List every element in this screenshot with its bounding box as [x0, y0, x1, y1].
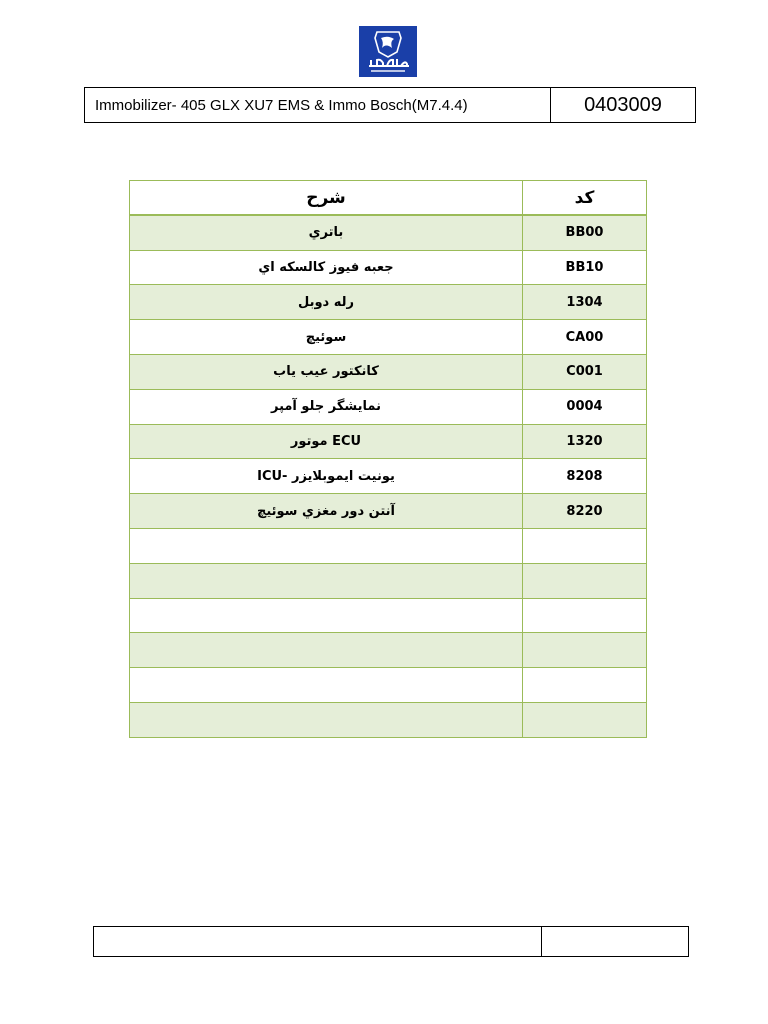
code-cell — [523, 668, 647, 703]
table-row — [130, 389, 647, 424]
description-cell: نمايشگر جلو آمپر — [130, 389, 523, 424]
table-row — [130, 285, 647, 320]
code-cell: 1304 — [523, 285, 647, 320]
table-row — [130, 528, 647, 563]
description-cell: یونیت ایموبلایزر -ICU — [130, 459, 523, 494]
description-cell: جعبه فيوز كالسكه اي — [130, 250, 523, 285]
code-cell: BB00 — [523, 215, 647, 250]
code-cell — [523, 702, 647, 737]
description-column-header: شرح — [130, 181, 523, 216]
description-cell: سوئیچ — [130, 320, 523, 355]
document-header — [84, 87, 696, 123]
table-row — [130, 320, 647, 355]
description-cell — [130, 702, 523, 737]
table-row — [130, 494, 647, 529]
code-cell — [523, 563, 647, 598]
description-cell — [130, 563, 523, 598]
code-cell: 1320 — [523, 424, 647, 459]
iran-khodro-logo-icon — [359, 26, 417, 77]
code-column-header: کد — [523, 181, 647, 216]
table-row — [130, 563, 647, 598]
description-cell: كانكتور عيب ياب — [130, 354, 523, 389]
table-row — [130, 215, 647, 250]
table-row — [130, 633, 647, 668]
table-row — [130, 459, 647, 494]
code-cell — [523, 598, 647, 633]
footer-right-cell — [542, 927, 688, 956]
table-row — [130, 598, 647, 633]
description-cell: باتري — [130, 215, 523, 250]
code-cell: BB10 — [523, 250, 647, 285]
description-cell: ECU موتور — [130, 424, 523, 459]
description-cell — [130, 598, 523, 633]
code-cell — [523, 633, 647, 668]
description-cell — [130, 668, 523, 703]
document-title: Immobilizer- 405 GLX XU7 EMS & Immo Bosch(M7.4.4) — [85, 88, 551, 122]
footer-left-cell — [94, 927, 542, 956]
description-cell — [130, 633, 523, 668]
code-cell: 8208 — [523, 459, 647, 494]
table-row — [130, 354, 647, 389]
code-cell — [523, 528, 647, 563]
code-cell: C001 — [523, 354, 647, 389]
document-code: 0403009 — [584, 93, 662, 116]
description-cell — [130, 528, 523, 563]
code-cell: 0004 — [523, 389, 647, 424]
table-header-row — [130, 181, 647, 216]
description-cell: رله دوبل — [130, 285, 523, 320]
table-row — [130, 668, 647, 703]
table-row — [130, 250, 647, 285]
code-cell: 8220 — [523, 494, 647, 529]
document-footer — [93, 926, 689, 957]
code-cell: CA00 — [523, 320, 647, 355]
description-cell: آنتن دور مغزي سوئيچ — [130, 494, 523, 529]
connector-codes-table — [129, 180, 647, 738]
table-row — [130, 702, 647, 737]
table-row — [130, 424, 647, 459]
